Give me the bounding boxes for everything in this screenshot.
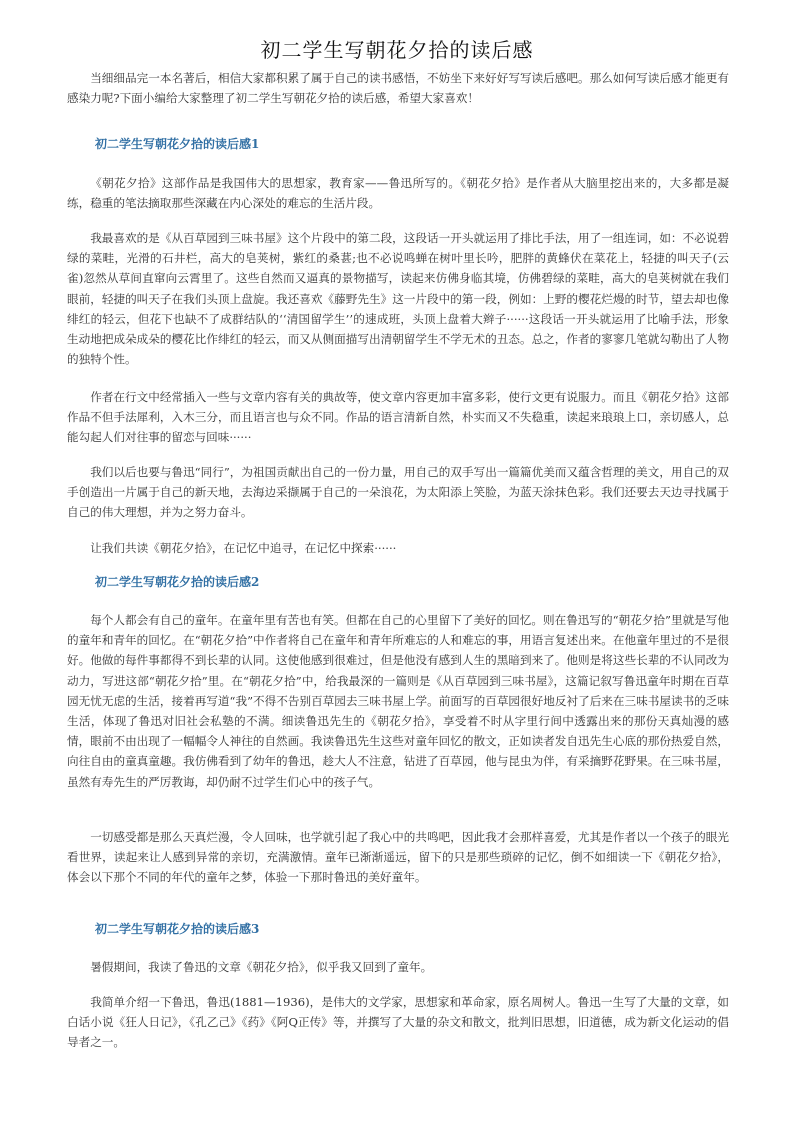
section-2-paragraph-1: 每个人都会有自己的童年。在童年里有苦也有笑。但都在自己的心里留下了美好的回忆。则在鲁迅写的“朝花夕拾”里就是写他的童年和青年的回忆。在“朝花夕拾”中作者将自己在童年和青年所难忘的人和难忘的事，用语言复述出来。在他童年里过的不是很好。他做的每件事都得不到长辈的认同。这使他感到很难过，但是他没有感到人生的黑暗到来了。他则是将这些长辈的不认同改为动力，写进这部“朝花夕拾”里。在“朝花夕拾”中，给我最深的一篇则是《从百草园到三味书屋》，这篇记叙写鲁迅童年时期在百草园无忧无虑的生活，接着再写道“我”不得不告别百草园去三味书屋上学。前面写的百草园很好地反衬了后来在三味书屋读书的乏味生活，体现了鲁迅对旧社会私塾的不满。细读鲁迅先生的《朝花夕拾》，享受着不时从字里行间中透露出来的那份天真灿漫的感情，眼前不由出现了一幅幅令人神往的自然画。我读鲁迅先生这些对童年回忆的散文，正如读者发自迅先生心底的那份热爱自然，向往自由的童真童趣。我仿佛看到了幼年的鲁迅，趁大人不注意，钻进了百草园，他与昆虫为伴，有采摘野花野果。在三味书屋，虽然有寿先生的严厉教诲，却仍耐不过学生们心中的孩子气。 — [67, 613, 729, 789]
intro-paragraph: 当细细品完一本名著后，相信大家都积累了属于自己的读书感悟，不妨坐下来好好写写读后感吧。那么如何写读后感才能更有感染力呢?下面小编给大家整理了初二学生写朝花夕拾的读后感，希望大家喜欢！ — [67, 71, 729, 106]
section-1-paragraph-1: 《朝花夕拾》这部作品是我国伟大的思想家，教育家——鲁迅所写的。《朝花夕拾》是作者从大脑里挖出来的，大多都是凝练，稳重的笔法摘取那些深藏在内心深处的难忘的生活片段。 — [67, 176, 729, 211]
section-3-heading: 初二学生写朝花夕拾的读后感3 — [95, 922, 260, 936]
section-2-heading: 初二学生写朝花夕拾的读后感2 — [95, 575, 260, 589]
section-1-paragraph-2: 我最喜欢的是《从百草园到三味书屋》这个片段中的第二段，这段话一开头就运用了排比手法，用了一组连词，如：不必说碧绿的菜畦，光滑的石井栏，高大的皂荚树，紫红的桑葚;也不必说鸣蝉在树叶里长吟，肥胖的黄蜂伏在菜花上，轻捷的叫天子(云雀)忽然从草间直窜向云霄里了。这些自然而又逼真的景物描写，读起来仿佛身临其境，仿佛碧绿的菜畦，高大的皂荚树就在我们眼前，轻捷的叫天子在我们头顶上盘旋。我还喜欢《藤野先生》这一片段中的第一段，例如：上野的樱花烂熳的时节，望去却也像绯红的轻云，但花下也缺不了成群结队的‘‘清国留学生’’的速成班，头顶上盘着大辫子······这段话一开头就运用了比喻手法，形象生动地把成朵成朵的樱花比作绯红的轻云，而又从侧面描写出清朝留学生不学无术的丑态。总之，作者的寥寥几笔就勾勒出了人物的独特个性。 — [67, 231, 729, 367]
section-3-paragraph-2: 我简单介绍一下鲁迅，鲁迅(1881—1936)，是伟大的文学家，思想家和革命家，原名周树人。鲁迅一生写了大量的文章，如白话小说《狂人日记》，《孔乙己》《药》《阿Q正传》等，并撰写了大量的杂文和散文，批判旧思想，旧道德，成为新文化运动的倡导者之一。 — [67, 995, 729, 1050]
section-1-paragraph-3: 作者在行文中经常插入一些与文章内容有关的典故等，使文章内容更加丰富多彩，使行文更有说服力。而且《朝花夕拾》这部作品不但手法犀利，入木三分，而且语言也与众不同。作品的语言清新自然，朴实而又不失稳重，读起来琅琅上口，亲切感人，总能勾起人们对往事的留恋与回味······ — [67, 390, 729, 445]
section-1-paragraph-4: 我们以后也要与鲁迅“同行”，为祖国贡献出自己的一份力量，用自己的双手写出一篇篇优美而又蕴含哲理的美文，用自己的双手创造出一片属于自己的新天地，去海边采撷属于自己的一朵浪花，为太阳添上笑脸，为蓝天涂抹色彩。我们还要去天边寻找属于自己的伟大理想，并为之努力奋斗。 — [67, 465, 729, 520]
section-2-paragraph-2: 一切感受都是那么天真烂漫，令人回味，也学就引起了我心中的共鸣吧，因此我才会那样喜爱，尤其是作者以一个孩子的眼光看世界，读起来让人感到异常的亲切，充满激情。童年已渐渐遥远，留下的只是那些琐碎的记忆，倒不如细读一下《朝花夕拾》，体会以下那个不同的年代的童年之梦，体验一下那时鲁迅的美好童年。 — [67, 830, 729, 885]
section-1-paragraph-5: 让我们共读《朝花夕拾》，在记忆中追寻，在记忆中探索······ — [90, 541, 397, 555]
section-3-paragraph-1: 暑假期间，我读了鲁迅的文章《朝花夕拾》，似乎我又回到了童年。 — [90, 960, 433, 974]
document-title: 初二学生写朝花夕拾的读后感 — [260, 38, 534, 62]
section-1-heading: 初二学生写朝花夕拾的读后感1 — [95, 137, 260, 151]
